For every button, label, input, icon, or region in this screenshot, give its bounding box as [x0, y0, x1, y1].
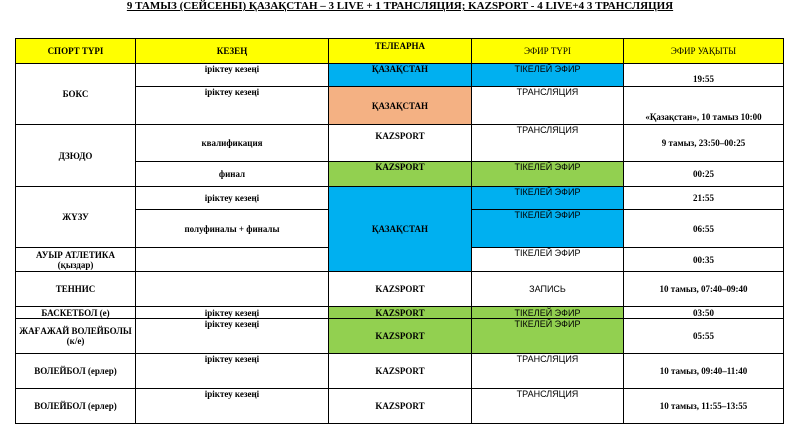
- sport-cell: ДЗЮДО: [16, 125, 136, 187]
- time-cell: 05:55: [624, 319, 784, 354]
- stage-cell: іріктеу кезеңі: [136, 389, 329, 424]
- type-cell: ТІКЕЛЕЙ ЭФИР: [472, 162, 624, 187]
- table-row: [16, 307, 784, 319]
- sport-cell: БАСКЕТБОЛ (е): [16, 307, 136, 319]
- sport-cell: ВОЛЕЙБОЛ (ерлер): [16, 354, 136, 389]
- channel-cell: KAZSPORT: [329, 272, 472, 307]
- time-cell: 10 тамыз, 09:40–11:40: [624, 354, 784, 389]
- channel-cell: KAZSPORT: [329, 307, 472, 319]
- stage-cell: іріктеу кезеңі: [136, 307, 329, 319]
- table-header-row: [16, 39, 784, 64]
- channel-cell: KAZSPORT: [329, 125, 472, 162]
- type-cell: ТІКЕЛЕЙ ЭФИР: [472, 248, 624, 272]
- time-cell: 03:50: [624, 307, 784, 319]
- table-row: [16, 125, 784, 162]
- sport-cell: ВОЛЕЙБОЛ (ерлер): [16, 389, 136, 424]
- channel-cell: ҚАЗАҚСТАН: [329, 87, 472, 125]
- time-cell: 06:55: [624, 210, 784, 248]
- stage-cell: финал: [136, 162, 329, 187]
- header-type: ЭФИР ТҮРІ: [472, 39, 624, 64]
- table-row: [16, 354, 784, 389]
- type-cell: ТІКЕЛЕЙ ЭФИР: [472, 187, 624, 210]
- type-cell: ТІКЕЛЕЙ ЭФИР: [472, 64, 624, 87]
- stage-cell: квалификация: [136, 125, 329, 162]
- stage-cell: іріктеу кезеңі: [136, 87, 329, 125]
- header-stage: КЕЗЕҢ: [136, 39, 329, 64]
- type-cell: ТРАНСЛЯЦИЯ: [472, 87, 624, 125]
- time-cell: 00:35: [624, 248, 784, 272]
- time-cell: 10 тамыз, 11:55–13:55: [624, 389, 784, 424]
- type-cell: ТРАНСЛЯЦИЯ: [472, 354, 624, 389]
- time-cell: 19:55: [624, 64, 784, 87]
- channel-cell: KAZSPORT: [329, 162, 472, 187]
- stage-cell: іріктеу кезеңі: [136, 354, 329, 389]
- time-cell: 00:25: [624, 162, 784, 187]
- time-cell: 10 тамыз, 07:40–09:40: [624, 272, 784, 307]
- sport-cell: БОКС: [16, 64, 136, 125]
- time-cell: 21:55: [624, 187, 784, 210]
- stage-cell: іріктеу кезеңі: [136, 64, 329, 87]
- stage-cell: [136, 248, 329, 272]
- header-time: ЭФИР УАҚЫТЫ: [624, 39, 784, 64]
- sport-cell: ЖАҒАЖАЙ ВОЛЕЙБОЛЫ (к/е): [16, 319, 136, 354]
- table-row: [16, 389, 784, 424]
- broadcast-schedule-table: [15, 38, 784, 424]
- table-row: [16, 319, 784, 354]
- type-cell: ЗАПИСЬ: [472, 272, 624, 307]
- page-title: 9 ТАМЫЗ (СЕЙСЕНБІ) ҚАЗАҚСТАН – 3 LIVE + 1 ТРАНСЛЯЦИЯ; KAZSPORT - 4 LIVE+4 3 ТРАНСЛЯЦИЯ: [126, 0, 674, 12]
- stage-cell: полуфиналы + финалы: [136, 210, 329, 248]
- type-cell: ТІКЕЛЕЙ ЭФИР: [472, 210, 624, 248]
- channel-cell: KAZSPORT: [329, 319, 472, 354]
- type-cell: ТРАНСЛЯЦИЯ: [472, 389, 624, 424]
- table-row: [16, 272, 784, 307]
- stage-cell: іріктеу кезеңі: [136, 319, 329, 354]
- stage-cell: іріктеу кезеңі: [136, 187, 329, 210]
- channel-cell: ҚАЗАҚСТАН: [329, 187, 472, 272]
- type-cell: ТІКЕЛЕЙ ЭФИР: [472, 319, 624, 354]
- sport-cell: АУЫР АТЛЕТИКА (қыздар): [16, 248, 136, 272]
- stage-cell: [136, 272, 329, 307]
- table-row: [16, 187, 784, 210]
- sport-cell: ЖҮЗУ: [16, 187, 136, 248]
- channel-cell: ҚАЗАҚСТАН: [329, 64, 472, 87]
- channel-cell: KAZSPORT: [329, 354, 472, 389]
- header-channel: ТЕЛЕАРНА: [329, 39, 472, 64]
- time-cell: «Қазақстан», 10 тамыз 10:00: [624, 87, 784, 125]
- sport-cell: ТЕННИС: [16, 272, 136, 307]
- type-cell: ТРАНСЛЯЦИЯ: [472, 125, 624, 162]
- time-cell: 9 тамыз, 23:50–00:25: [624, 125, 784, 162]
- header-sport: СПОРТ ТҮРІ: [16, 39, 136, 64]
- table-row: [16, 64, 784, 87]
- channel-cell: KAZSPORT: [329, 389, 472, 424]
- type-cell: ТІКЕЛЕЙ ЭФИР: [472, 307, 624, 319]
